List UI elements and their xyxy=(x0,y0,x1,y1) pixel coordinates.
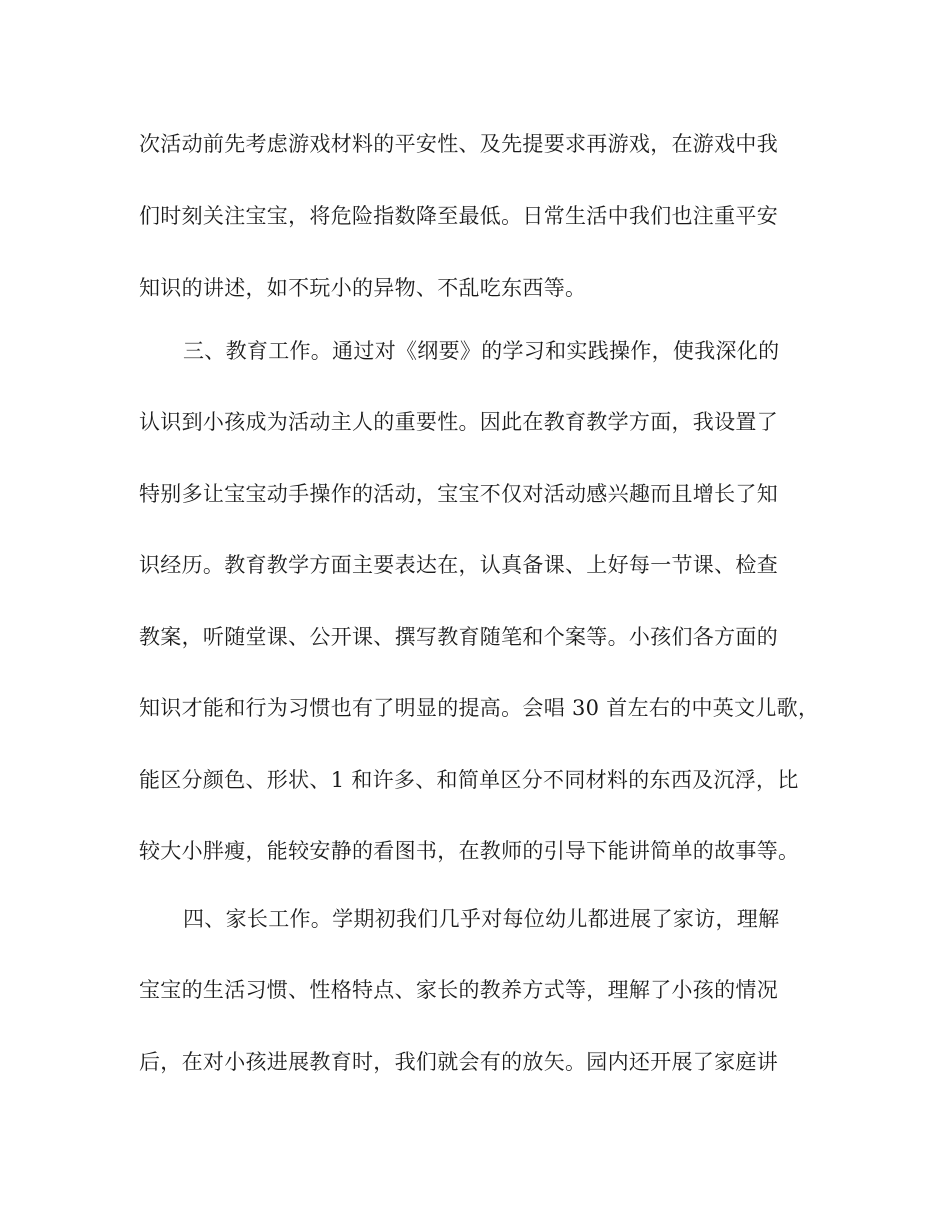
paragraph-start-line: 四、家长工作。学期初我们几乎对每位幼儿都进展了家访，理解 xyxy=(183,907,780,931)
text-line: 较大小胖瘦，能较安静的看图书，在教师的引导下能讲简单的故事等。 xyxy=(139,839,800,863)
text-line: 知识的讲述，如不玩小的异物、不乱吃东西等。 xyxy=(139,276,587,300)
text-line: 次活动前先考虑游戏材料的平安性、及先提要求再游戏，在游戏中我 xyxy=(139,132,778,156)
text-line: 能区分颜色、形状、1 和许多、和简单区分不同材料的东西及沉浮，比 xyxy=(139,768,799,792)
text-line: 后，在对小孩进展教育时，我们就会有的放矢。园内还开展了家庭讲 xyxy=(139,1050,778,1074)
text-line: 识经历。教育教学方面主要表达在，认真备课、上好每一节课、检查 xyxy=(139,553,778,577)
text-line: 认识到小孩成为活动主人的重要性。因此在教育教学方面，我设置了 xyxy=(139,410,778,434)
text-line: 知识才能和行为习惯也有了明显的提高。会唱 30 首左右的中英文儿歌， xyxy=(139,696,820,720)
text-line: 宝宝的生活习惯、性格特点、家长的教养方式等，理解了小孩的情况 xyxy=(139,978,778,1002)
text-line: 们时刻关注宝宝，将危险指数降至最低。日常生活中我们也注重平安 xyxy=(139,204,778,228)
paragraph-start-line: 三、教育工作。通过对《纲要》的学习和实践操作，使我深化的 xyxy=(183,339,780,363)
text-line: 特别多让宝宝动手操作的活动，宝宝不仅对活动感兴趣而且增长了知 xyxy=(139,482,778,506)
text-line: 教案，听随堂课、公开课、撰写教育随笔和个案等。小孩们各方面的 xyxy=(139,625,778,649)
